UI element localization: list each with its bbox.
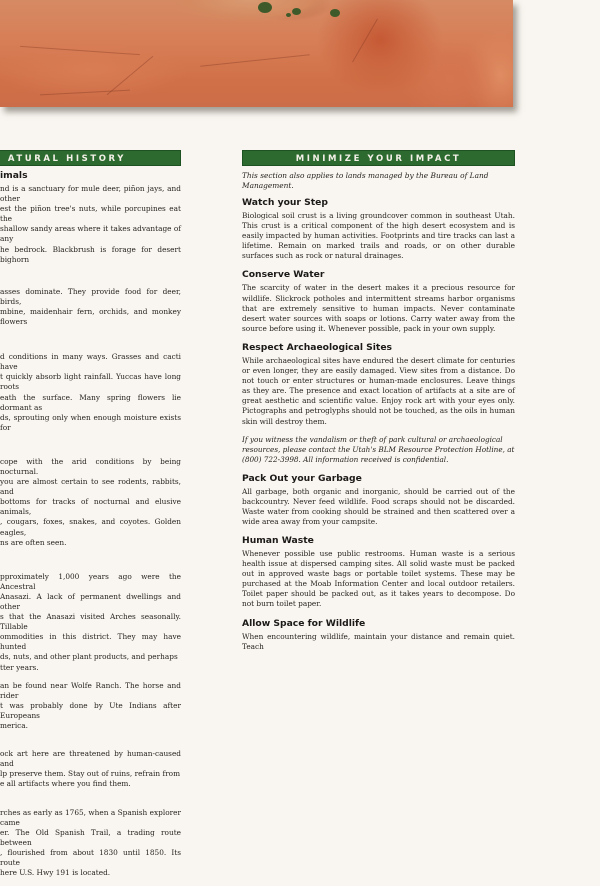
paragraph: asses dominate. They provide food for deer, birds, mbine, maidenhair fern, orchids, and monkey flowers: [0, 286, 181, 327]
section-heading: imals: [0, 170, 28, 181]
natural-history-column: [0, 150, 181, 886]
minimize-impact-column: [242, 150, 515, 660]
shrub: [258, 2, 272, 13]
minimize-impact-header: MINIMIZE YOUR IMPACT: [242, 150, 515, 166]
paragraph-respect-archaeological-sites: While archaeological sites have endured the desert climate for centuries or even longer, they are easily damaged. View sites from a distance. Do not touch or enter structures or human-made enclosures. Leave things as they are. The presence and exact location of artifacts at a site are of great aesthetic and scientific value. Enjoy rock art with your eyes only. Pictographs and petroglyphs should not be touched, as the oils in human skin will destroy them.: [242, 355, 515, 426]
paragraph: an be found near Wolfe Ranch. The horse and rider t was probably done by Ute Indians after Europeans merica.: [0, 680, 181, 731]
shrub: [330, 9, 340, 17]
heading-conserve-water: Conserve Water: [242, 269, 325, 281]
canyon-photo: [0, 0, 513, 107]
paragraph-conserve-water: The scarcity of water in the desert makes it a precious resource for wildlife. Slickrock potholes and intermittent streams harbor organisms that are extremely sensitive to human impacts. Never contaminate desert water sources with soaps or lotions. Carry water away from the source before using it. Whenever possible, pack in your own supply.: [242, 283, 515, 333]
heading-watch-your-step: Watch your Step: [242, 197, 328, 208]
heading-human-waste: Human Waste: [242, 534, 314, 546]
intro-note: This section also applies to lands managed by the Bureau of Land Management.: [242, 171, 489, 190]
heading-allow-space-wildlife: Allow Space for Wildlife: [242, 617, 366, 629]
paragraph: cope with the arid conditions by being nocturnal. you are almost certain to see rodents, rabbits, and bottoms for tracks of nocturnal and elusive animals, , cougars, foxes, snakes, and coyotes. Golden eagles, ns are often seen.: [0, 456, 181, 547]
paragraph: rches as early as 1765, when a Spanish explorer came er. The Old Spanish Trail, a trading route between , flourished from about 1830 until 1850. Its route here U.S. Hwy 191 is located.: [0, 807, 181, 878]
paragraph: d conditions in many ways. Grasses and cacti have t quickly absorb light rainfall. Yuccas have long roots eath the surface. Many spring flowers lie dormant as ds, sprouting only when enough moisture exists for: [0, 352, 181, 432]
paragraph-watch-your-step: Biological soil crust is a living groundcover common in southeast Utah. This crust is a critical component of the high desert ecosystem and is easily impacted by human activities. Footprints and tire tracks can last a lifetime. Remain on marked trails and roads, or on other durable surfaces such as rock or natural drainages.: [242, 211, 515, 261]
paragraph: ock art here are threatened by human-caused and lp preserve them. Stay out of ruins, refrain from e all artifacts where you find them.: [0, 749, 181, 789]
hotline-note: If you witness the vandalism or theft of park cultural or archaeological resources, please contact the Utah's BLM Resource Protection Hotline, at (800) 722-3998. All information received is confidential.: [242, 434, 515, 464]
natural-history-header: ATURAL HISTORY: [0, 150, 181, 166]
shrub: [286, 13, 291, 17]
paragraph: nd is a sanctuary for mule deer, piñon jays, and other est the piñon tree's nuts, while porcupines eat the shallow sandy areas where it takes advantage of any he bedrock. Blackbrush is forage for desert bighorn: [0, 184, 181, 264]
paragraph-human-waste: Whenever possible use public restrooms. Human waste is a serious health issue at dispersed camping sites. All solid waste must be packed out in approved waste bags or portable toilet systems. These may be purchased at the Moab Information Center and local outdoor retailers. Toilet paper should be packed out, as it takes years to decompose. Do not burn toilet paper.: [242, 548, 515, 609]
heading-pack-out-garbage: Pack Out your Garbage: [242, 472, 362, 484]
paragraph-pack-out-garbage: All garbage, both organic and inorganic, should be carried out of the backcountry. Never feed wildlife. Food scraps should not be discarded. Waste water from cooking should be strained and then scattered over a wide area away from your campsite.: [242, 486, 515, 526]
paragraph: pproximately 1,000 years ago were the Ancestral Anasazi. A lack of permanent dwellings and other s that the Anasazi visited Arches seasonally. Tillable ommodities in this district. They may have hunted ds, nuts, and other plant products, and perhaps tter years.: [0, 571, 181, 672]
heading-respect-archaeological-sites: Respect Archaeological Sites: [242, 341, 393, 353]
paragraph-allow-space-wildlife: When encountering wildlife, maintain your distance and remain quiet. Teach: [242, 631, 515, 651]
shrub: [292, 8, 301, 15]
